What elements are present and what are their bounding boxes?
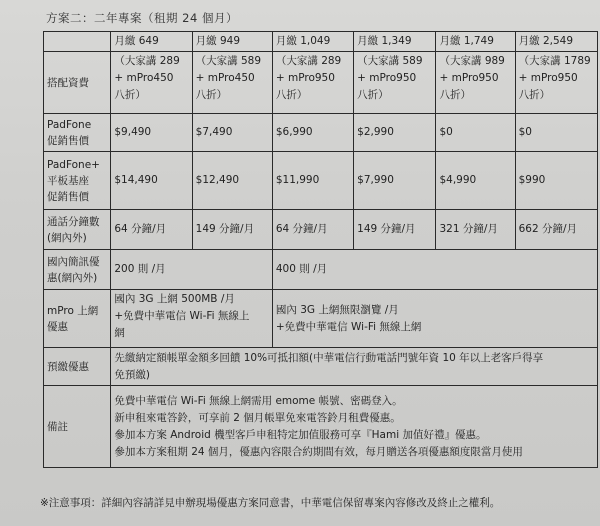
tariff-cell: （大家講 1789 + mPro950 八折） <box>515 52 597 114</box>
padfone-price-cell: $0 <box>515 114 597 152</box>
plan-header-2549: 月繳 2,549 <box>515 32 597 52</box>
minutes-cell: 662 分鐘/月 <box>515 210 597 250</box>
minutes-cell: 64 分鐘/月 <box>272 210 353 250</box>
plan-header-1749: 月繳 1,749 <box>436 32 515 52</box>
row-label-mpro: mPro 上網 優惠 <box>44 290 111 348</box>
plan-header-1349: 月繳 1,349 <box>354 32 436 52</box>
padfone-dock-price-cell: $7,990 <box>354 152 436 210</box>
row-label-padfone: PadFone 促銷售價 <box>44 114 111 152</box>
table-row <box>44 386 598 468</box>
tariff-cell: （大家講 989 + mPro950 八折） <box>436 52 515 114</box>
padfone-dock-price-cell: $4,990 <box>436 152 515 210</box>
plan-header-949: 月繳 949 <box>192 32 272 52</box>
padfone-dock-price-cell: $14,490 <box>111 152 192 210</box>
minutes-cell: 321 分鐘/月 <box>436 210 515 250</box>
tariff-cell: （大家講 289 + mPro450 八折） <box>111 52 192 114</box>
mpro-cell: 國內 3G 上網無限瀏覽 /月 +免費中華電信 Wi-Fi 無線上網 <box>272 290 597 348</box>
tariff-cell: （大家講 289 + mPro950 八折） <box>272 52 353 114</box>
table-row <box>44 152 598 210</box>
plan-header-649: 月繳 649 <box>111 32 192 52</box>
plan-header-1049: 月繳 1,049 <box>272 32 353 52</box>
plan-table <box>43 31 598 468</box>
row-label-remarks: 備註 <box>44 386 111 468</box>
row-label-tariff: 搭配資費 <box>44 52 111 114</box>
table-row <box>44 290 598 348</box>
table-row <box>44 52 598 114</box>
row-label-prepay: 預繳優惠 <box>44 348 111 386</box>
footnote: ※注意事項：詳細內容請詳見申辦現場優惠方案同意書，中華電信保留專案內容修改及終止之權利。 <box>40 497 501 509</box>
padfone-dock-price-cell: $11,990 <box>272 152 353 210</box>
padfone-price-cell: $2,990 <box>354 114 436 152</box>
padfone-dock-price-cell: $990 <box>515 152 597 210</box>
padfone-price-cell: $9,490 <box>111 114 192 152</box>
sms-cell: 200 則 /月 <box>111 250 272 290</box>
prepay-cell: 先繳納定額帳單金額多回饋 10%可抵扣額(中華電信行動電話門號年資 10 年以上老客戶得享 免預繳) <box>111 348 598 386</box>
table-row <box>44 348 598 386</box>
mpro-cell: 國內 3G 上網 500MB /月 +免費中華電信 Wi-Fi 無線上 網 <box>111 290 272 348</box>
tariff-cell: （大家講 589 + mPro450 八折） <box>192 52 272 114</box>
row-label-padfone-dock: PadFone+ 平板基座 促銷售價 <box>44 152 111 210</box>
minutes-cell: 149 分鐘/月 <box>192 210 272 250</box>
remarks-cell: 免費中華電信 Wi-Fi 無線上網需用 emome 帳號、密碼登入。 新申租來電答鈴，可享前 2 個月帳單免來電答鈴月租費優惠。 參加本方案 Android 機型客戶申租特定加值服務可享『Hami 加值好禮』優惠。 參加本方案租期 24 個月，優惠內容限合約期間有效，每月贈送各項優惠額度限當月使用 <box>111 386 598 468</box>
header-empty-cell <box>44 32 111 52</box>
minutes-cell: 149 分鐘/月 <box>354 210 436 250</box>
padfone-price-cell: $6,990 <box>272 114 353 152</box>
table-header-row <box>44 32 598 52</box>
row-label-minutes: 通話分鐘數 (網內外) <box>44 210 111 250</box>
row-label-sms: 國內簡訊優 惠(網內外) <box>44 250 111 290</box>
minutes-cell: 64 分鐘/月 <box>111 210 192 250</box>
padfone-price-cell: $0 <box>436 114 515 152</box>
table-row <box>44 250 598 290</box>
padfone-dock-price-cell: $12,490 <box>192 152 272 210</box>
tariff-cell: （大家講 589 + mPro950 八折） <box>354 52 436 114</box>
page-title: 方案二：二年專案（租期 24 個月） <box>46 11 238 25</box>
table-row <box>44 114 598 152</box>
padfone-price-cell: $7,490 <box>192 114 272 152</box>
sms-cell: 400 則 /月 <box>272 250 597 290</box>
table-row <box>44 210 598 250</box>
